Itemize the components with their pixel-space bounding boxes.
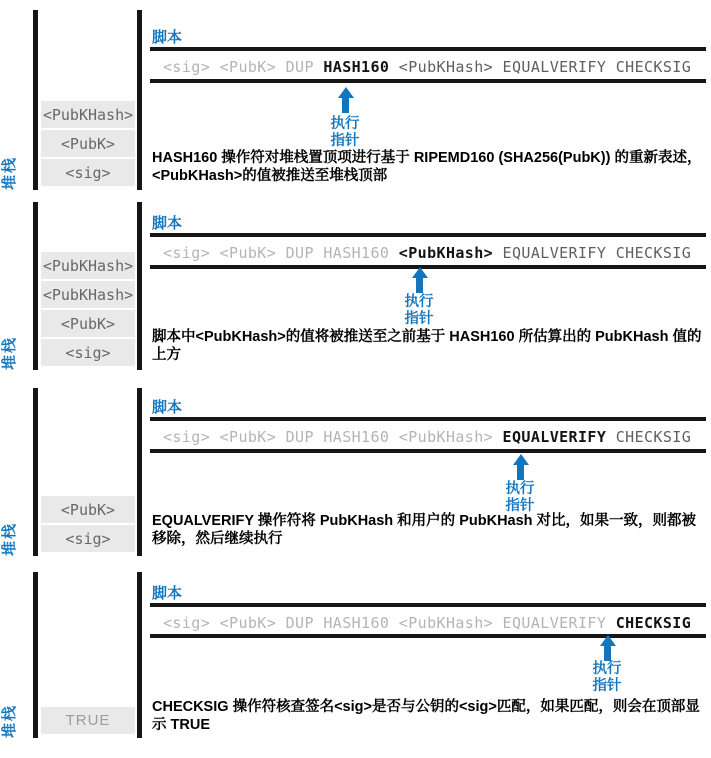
script-bottom-rule	[150, 634, 706, 638]
stack-item: <sig>	[41, 525, 135, 552]
stack-items	[41, 707, 135, 734]
script-token: <PubKHash>	[389, 58, 494, 76]
stack-item: <PubK>	[41, 310, 135, 337]
execution-pointer-label	[313, 116, 377, 150]
stack-right-bar	[137, 10, 142, 190]
script-line	[163, 244, 691, 262]
script-token: <PubK>	[210, 428, 277, 446]
stack-left-bar	[33, 10, 38, 190]
arrow-head	[412, 267, 428, 278]
arrow-stem	[416, 278, 423, 293]
panel-step-2	[0, 202, 711, 370]
stack-item: <PubK>	[41, 496, 135, 523]
stack-right-bar	[137, 388, 142, 556]
execution-pointer-label	[488, 481, 552, 515]
script-token: <PubK>	[210, 58, 277, 76]
pointer-label-line1: 执行	[330, 116, 360, 132]
script-token: <PubK>	[210, 244, 277, 262]
script-bottom-rule	[150, 79, 706, 83]
execution-pointer-arrow-icon	[599, 635, 616, 661]
script-token: <sig>	[163, 428, 211, 446]
stack-item: <PubKHash>	[41, 101, 135, 128]
stack-label: 堆栈	[1, 703, 18, 738]
script-token: DUP	[276, 244, 314, 262]
execution-pointer-arrow-icon	[512, 454, 529, 480]
pointer-label-line1: 执行	[592, 661, 622, 677]
script-token: EQUALVERIFY	[493, 614, 607, 632]
panel-step-1	[0, 10, 711, 190]
script-top-rule	[150, 417, 706, 421]
stack-left-bar	[33, 388, 38, 556]
script-token: CHECKSIG	[606, 614, 692, 632]
script-token: HASH160	[313, 58, 390, 76]
stack-items	[41, 496, 135, 552]
script-token: CHECKSIG	[606, 244, 692, 262]
stack-item: <PubK>	[41, 130, 135, 157]
script-label: 脚本	[152, 29, 183, 46]
step-caption: EQUALVERIFY 操作符将 PubKHash 和用户的 PubKHash 对比，如果一致，则都被移除，然后继续执行	[152, 513, 697, 547]
script-token: <PubKHash>	[389, 428, 494, 446]
arrow-head	[513, 454, 529, 465]
stack-left-bar	[33, 572, 38, 738]
script-top-rule	[150, 47, 706, 51]
pointer-label-line2: 指针	[505, 498, 535, 514]
execution-pointer-label	[575, 661, 639, 695]
stack-left-bar	[33, 202, 38, 370]
pointer-label-line1: 执行	[505, 481, 535, 497]
script-token: <sig>	[163, 58, 211, 76]
step-caption: 脚本中<PubKHash>的值将被推送至之前基于 HASH160 所估算出的 PubKHash 值的上方	[152, 329, 702, 363]
script-token: <PubK>	[210, 614, 277, 632]
script-bottom-rule	[150, 265, 706, 269]
pointer-label-line2: 指针	[330, 133, 360, 149]
script-token: EQUALVERIFY	[493, 58, 607, 76]
stack-item: <PubKHash>	[41, 281, 135, 308]
script-token: HASH160	[313, 244, 390, 262]
script-line	[163, 58, 691, 76]
step-caption: CHECKSIG 操作符核查签名<sig>是否与公钥的<sig>匹配，如果匹配，则会在顶部显示 TRUE	[152, 699, 700, 733]
execution-pointer-label	[387, 294, 451, 328]
script-line	[163, 614, 691, 632]
script-label: 脚本	[152, 215, 183, 232]
stack-label: 堆栈	[1, 155, 18, 190]
arrow-stem	[517, 465, 524, 480]
arrow-head	[600, 635, 616, 646]
stack-items	[41, 101, 135, 186]
pointer-label-line2: 指针	[592, 678, 622, 694]
script-token: HASH160	[313, 614, 390, 632]
script-label: 脚本	[152, 585, 183, 602]
execution-pointer-arrow-icon	[411, 267, 428, 293]
stack-label: 堆栈	[1, 521, 18, 556]
script-top-rule	[150, 603, 706, 607]
arrow-stem	[604, 646, 611, 661]
script-token: <PubKHash>	[389, 614, 494, 632]
stack-item: <sig>	[41, 339, 135, 366]
script-token: DUP	[276, 58, 314, 76]
script-token: DUP	[276, 428, 314, 446]
stack-items	[41, 252, 135, 366]
stack-item: <sig>	[41, 159, 135, 186]
pointer-label-line1: 执行	[404, 294, 434, 310]
stack-item: <PubKHash>	[41, 252, 135, 279]
pointer-label-line2: 指针	[404, 311, 434, 327]
script-token: EQUALVERIFY	[493, 244, 607, 262]
panel-step-3	[0, 388, 711, 556]
script-bottom-rule	[150, 449, 706, 453]
script-token: <sig>	[163, 244, 211, 262]
script-token: HASH160	[313, 428, 390, 446]
script-line	[163, 428, 691, 446]
stack-label: 堆栈	[1, 335, 18, 370]
step-caption: HASH160 操作符对堆栈置顶项进行基于 RIPEMD160 (SHA256(PubK)) 的重新表述，<PubKHash>的值被推送至堆栈顶部	[152, 150, 702, 184]
script-token: <sig>	[163, 614, 211, 632]
script-token: CHECKSIG	[606, 58, 692, 76]
script-token: CHECKSIG	[606, 428, 692, 446]
script-label: 脚本	[152, 399, 183, 416]
script-token: <PubKHash>	[389, 244, 494, 262]
stack-item: TRUE	[41, 707, 135, 734]
execution-pointer-arrow-icon	[337, 87, 354, 113]
stack-right-bar	[137, 202, 142, 370]
stack-right-bar	[137, 572, 142, 738]
script-token: DUP	[276, 614, 314, 632]
panel-step-4	[0, 572, 711, 738]
script-token: EQUALVERIFY	[493, 428, 607, 446]
arrow-head	[338, 87, 354, 98]
arrow-stem	[342, 98, 349, 113]
script-top-rule	[150, 233, 706, 237]
